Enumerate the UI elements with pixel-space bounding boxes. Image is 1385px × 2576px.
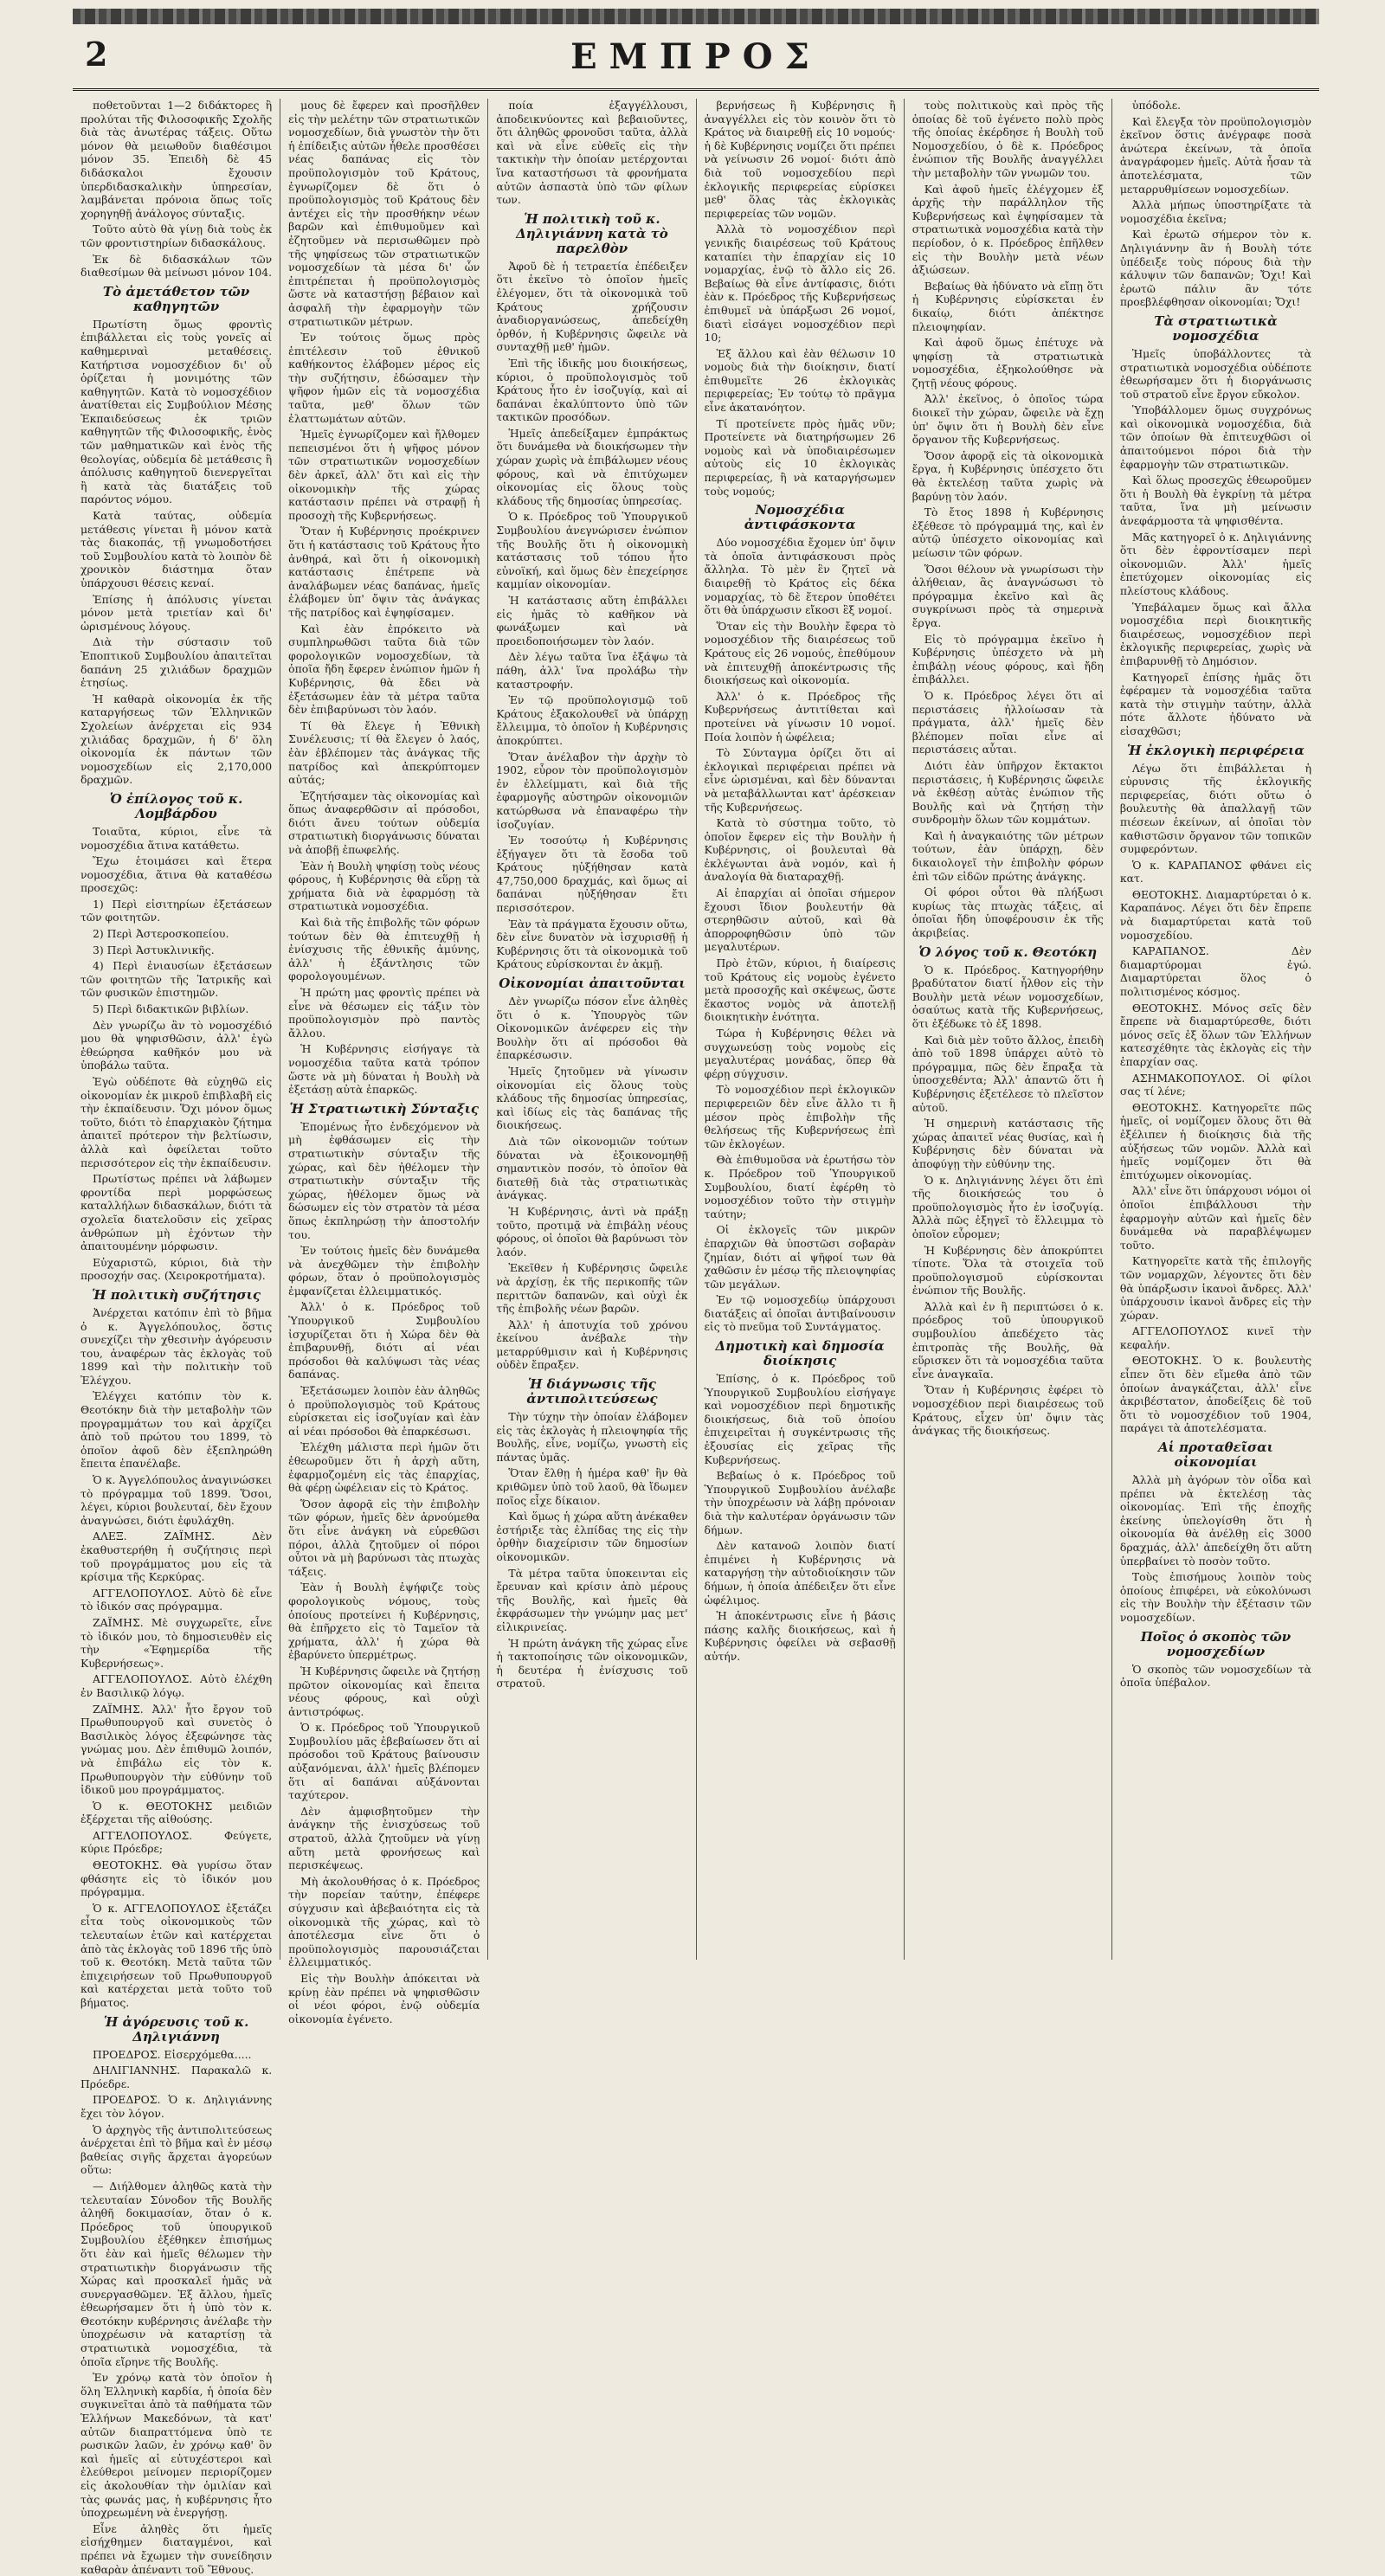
article-paragraph: Ἀλλὰ καὶ ἐν ἢ περιπτώσει ὁ κ. πρόεδρος τοῦ ὑπουργικοῦ συμβουλίου ἀπεδέχετο τὰς ἐπιτροπὰς τῆς Βουλῆς, θὰ εὕρισκεν ὅτι τὰ νομοσχέδια ταῦτα εἶνε ἀναγκαῖα. xyxy=(912,1299,1104,1381)
article-paragraph: Ὅταν ἀνέλαβον τὴν ἀρχὴν τὸ 1902, εὗρον τὸν προϋπολογισμὸν ἐν ἐλλείμματι, καὶ διὰ τῆς ἐφαρμογῆς αὐστηρῶν οἰκονομιῶν κατώρθωσα νὰ ἐπαναφέρω τὴν ἰσοζυγίαν. xyxy=(496,750,688,831)
article-paragraph: ΘΕΟΤΟΚΗΣ. Ὁ κ. βουλευτὴς εἶπεν ὅτι δὲν εἴμεθα ἀπὸ τῶν ὁποίων ἀναγκάζεται, ἀλλ' εἶνε ἀκριβέστατον, ἀποδείξεις δὲ τοῦ ὅτι τὸ νομοσχέδιον τοῦ 1904, παράγει τὰ ἀποτελέσματα. xyxy=(1119,1354,1312,1435)
article-paragraph: Ἡ καθαρὰ οἰκονομία ἐκ τῆς καταργήσεως τῶν Ἑλληνικῶν Σχολείων ἀνέρχεται εἰς 934 χιλιάδας δραχμῶν, ἡ δ' ὅλη οἰκονομία ἐκ πάντων τῶν νομοσχεδίων εἰς 2,170,000 δραχμῶν. xyxy=(81,692,273,787)
article-paragraph: ΖΑΪΜΗΣ. Μὲ συγχωρεῖτε, εἶνε τὸ ἰδικόν μου, τὸ δημοσιευθὲν εἰς τὴν «Ἐφημερίδα τῆς Κυβερνήσεως». xyxy=(81,1615,273,1670)
article-paragraph: ΖΑΪΜΗΣ. Ἀλλ' ἦτο ἔργον τοῦ Πρωθυπουργοῦ καὶ συνετὸς ὁ Βασιλικὸς λόγος ἐξεφώνησε τὰς γνώμας μου. Δὲν ἐπιθυμῶ λοιπόν, νὰ ἐπιβάλω εἰς τὸν κ. Πρωθυπουργὸν τὴν εὐθύνην τοῦ ἰδικοῦ μου προγράμματος. xyxy=(81,1702,273,1797)
article-paragraph: Ἐν χρόνῳ κατὰ τὸν ὁποῖον ἡ ὅλη Ἑλληνικὴ καρδία, ἡ ὁποία δὲν συγκινεῖται ἀπὸ τὰ παθήματα τῶν Ἑλλήνων Μακεδόνων, τὰ κατ' αὐτῶν διαπραττόμενα ὑπὸ τε ρωσικῶν λαῶν, ἐν χρόνῳ καθ' ὃν καὶ ἡμεῖς αἱ εὐτυχέστεροι καὶ ἐλεύθεροι μείνομεν περιορίζομεν εἰς ἀκολουθίαν τὴν ὁμιλίαν καὶ τὰς φωνάς μας, ἡ κυβέρνησις ἦτο ὑποχρεωμένη νὰ ἐνεργήσῃ. xyxy=(81,2371,273,2520)
article-paragraph: Ἐὰν ἡ Βουλὴ ἐψήφιζε τοὺς φορολογικοὺς νόμους, τοὺς ὁποίους προτείνει ἡ Κυβέρνησις, θὰ ἐπῆρχετο εἰς τὸ Ταμεῖον τὰ χρήματα, ἀλλ' ἡ χώρα θὰ ἐβαρύνετο ὑπερμέτρως. xyxy=(288,1581,480,1662)
article-paragraph: Ἐν τοσούτῳ ἡ Κυβέρνησις ἐξήγαγεν ὅτι τὰ ἔσοδα τοῦ Κράτους ηὐξήθησαν κατὰ 47,750,000 δραχμάς, καὶ ὅμως αἱ δαπάναι ηὐξήθησαν ἔτι περισσότερον. xyxy=(496,834,688,915)
column-5 xyxy=(905,99,1112,1960)
article-paragraph: Δὲν γνωρίζω ἂν τὸ νομοσχέδιό μου θὰ ψηφισθῶσιν, ἀλλ' ἐγὼ ἐθεώρησα καθῆκόν μου νὰ ὑποβάλω ταῦτα. xyxy=(81,1018,273,1072)
article-paragraph: Ἐπίσης, ὁ κ. Πρόεδρος τοῦ Ὑπουργικοῦ Συμβουλίου εἰσήγαγε καὶ νομοσχέδιον περὶ δημοτικῆς διοικήσεως, διὰ τοῦ ὁποίου ἐπιχειρεῖται ἡ συγκέντρωσις τῆς ἐξουσίας εἰς χεῖρας τῆς Κυβερνήσεως. xyxy=(704,1372,896,1466)
article-paragraph: Πρὸ ἐτῶν, κύριοι, ἡ διαίρεσις τοῦ Κράτους εἰς νομοὺς ἐγένετο μετὰ προσοχῆς καὶ σκέψεως, ὥστε ἕκαστος νομὸς νὰ ἀποτελῇ διοικητικὴν ἑνότητα. xyxy=(704,956,896,1024)
article-paragraph: Ἡ σημερινὴ κατάστασις τῆς χώρας ἀπαιτεῖ νέας θυσίας, καὶ ἡ Κυβέρνησις δὲν δύναται νὰ ἀποφύγῃ τὴν εὐθύνην της. xyxy=(912,1117,1104,1170)
article-paragraph: ΘΕΟΤΟΚΗΣ. Κατηγορεῖτε πῶς ἡμεῖς, οἱ νομίζομεν ὅλους ὅτι θὰ ἐξέλιπεν ἡ διοίκησις διὰ τῆς αὐξήσεως τῶν νομῶν. Ἀλλὰ καὶ ἡμεῖς νομίζομεν ὅτι θὰ ἐπιτύχωμεν οἰκονομίας. xyxy=(1119,1100,1312,1182)
article-paragraph: Ἀλλ' ἐκεῖνος, ὁ ὁποῖος τώρα διοικεῖ τὴν χώραν, ὤφειλε νὰ ἔχῃ ὑπ' ὄψιν ὅτι ἡ Βουλὴ δὲν εἶνε ὄργανον τῆς Κυβερνήσεως. xyxy=(912,392,1104,447)
article-paragraph: Ἀλλ' εἶνε ὅτι ὑπάρχουσι νόμοι οἱ ὁποῖοι ἐπιβάλλουσι τὴν ἐφαρμογὴν αὐτῶν καὶ ἡμεῖς δὲν δυνάμεθα νὰ παραβλέψωμεν τοῦτο. xyxy=(1119,1184,1312,1252)
section-heading: Ἡ πολιτικὴ τοῦ κ. Δηλιγιάννη κατὰ τὸ παρελθὸν xyxy=(516,210,668,256)
article-paragraph: Καὶ ἀφοῦ ὅμως ἐπέτυχε νὰ ψηφίσῃ τὰ στρατιωτικὰ νομοσχέδια, ἐξηκολούθησε νὰ ζητῇ νέους φόρους. xyxy=(912,336,1104,390)
section-heading: Ὁ ἐπίλογος τοῦ κ. Λομβάρδου xyxy=(109,790,243,821)
article-paragraph: 4) Περὶ ἐνιαυσίων ἐξετάσεων τῶν φοιτητῶν τῆς Ἰατρικῆς καὶ τῶν φυσικῶν ἐπιστημῶν. xyxy=(81,959,273,1000)
article-paragraph: Ὁ κ. Πρόεδρος τοῦ Ὑπουργικοῦ Συμβουλίου ἀνεγνώρισεν ἐνώπιον τῆς Βουλῆς ὅτι ἡ οἰκονομικὴ κατάστασις τοῦ τόπου ἦτο εὐνοϊκή, καὶ ὅμως δὲν ἐπεχείρησε καμμίαν οἰκονομίαν. xyxy=(496,510,688,591)
article-paragraph: τοὺς πολιτικοὺς καὶ πρὸς τῆς ὁποίας δὲ τοῦ ἐγένετο πολὺ πρὸς τῆς ὁποίας ἐκέρδησε ἡ Βουλὴ τοῦ Νομοσχεδίου, ὁ δὲ κ. Πρόεδρος ἐνώπιον τῆς Βουλῆς ἀναγγέλλει τὴν μεταβολὴν τῶν γνωμῶν του. xyxy=(912,99,1104,179)
article-paragraph: Καὶ ἡ ἀναγκαιότης τῶν μέτρων τούτων, ἐὰν ὑπάρχῃ, δὲν δικαιολογεῖ τὴν ἐπιβολὴν φόρων ἐπὶ τῶν εἰδῶν πρώτης ἀνάγκης. xyxy=(912,828,1104,883)
article-paragraph: Τοὺς ἐπισήμους λοιπὸν τοὺς ὁποίους ἐπιφέρει, νὰ εὐκολύνωσι εἰς τὴν Βουλὴν τὴν ἐξέτασιν τῶν νομοσχεδίων. xyxy=(1119,1570,1312,1624)
article-paragraph: ποθετοῦνται 1—2 διδάκτορες ἢ προλύται τῆς Φιλοσοφικῆς Σχολῆς διὰ τὰς ἀνωτέρας τάξεις. Οὕτω μόνον θὰ μειωθοῦν διαθέσιμοι μόνον 35. Ἐπειδὴ δὲ 45 διδάσκαλοι ἔχουσιν ὑπερδιδασκαλικὴν ὑπηρεσίαν, λαμβάνεται πρόνοια ὅπως τοῖς χορηγηθῇ ἀνάλογος σύνταξις. xyxy=(81,99,273,220)
article-paragraph: ΑΛΕΞ. ΖΑΪΜΗΣ. Δὲν ἐκαθυστερήθη ἡ συζήτησις περὶ τοῦ προγράμματος μου εἰς τὰ κρίσιμα τῆς Κερκύρας. xyxy=(81,1530,273,1584)
article-paragraph: Εἰς τὴν Βουλὴν ἀπόκειται νὰ κρίνῃ ἐὰν πρέπει νὰ ψηφισθῶσιν οἱ νέοι φόροι, ἐνῷ οὐδεμία οἰκονομία ἐγένετο. xyxy=(288,1971,480,2025)
article-paragraph: Ἀλλὰ μήπως ὑποστηρίξατε τὰ νομοσχέδια ἐκεῖνα; xyxy=(1119,198,1312,225)
article-paragraph: Δύο νομοσχέδια ἔχομεν ὑπ' ὄψιν τὰ ὁποῖα ἀντιφάσκουσι πρὸς ἄλληλα. Τὸ μὲν ἓν ζητεῖ νὰ διαιρεθῇ τὸ Κράτος εἰς δέκα νομαρχίας, τὸ δὲ ἕτερον ὑποθέτει ὅτι θὰ ὑπάρχωσιν εἴκοσι ἓξ νομοί. xyxy=(704,536,896,617)
article-paragraph: Δὲν κατανοῶ λοιπὸν διατί ἐπιμένει ἡ Κυβέρνησις νὰ καταργήσῃ τὴν αὐτοδιοίκησιν τῶν δήμων, ἡ ὁποία ἀπέδειξεν ὅτι εἶνε ὠφέλιμος. xyxy=(704,1539,896,1607)
article-paragraph: Ἡ Κυβέρνησις ὤφειλε νὰ ζητήσῃ πρῶτον οἰκονομίας καὶ ἔπειτα νέους φόρους, καὶ οὐχὶ ἀντιστρόφως. xyxy=(288,1664,480,1718)
article-paragraph: Ἡμεῖς ἀπεδείξαμεν ἐμπράκτως ὅτι δυνάμεθα νὰ διοικήσωμεν τὴν χώραν χωρὶς νὰ ἐπιβάλωμεν νέους φόρους, καὶ νὰ ἐπιτύχωμεν οἰκονομίας εἰς ὅλους τοὺς κλάδους τῆς δημοσίας ὑπηρεσίας. xyxy=(496,426,688,507)
article-paragraph: Ἐλέγχει κατόπιν τὸν κ. Θεοτόκην διὰ τὴν μεταβολὴν τῶν προγραμμάτων του καὶ ἀρχίζει ἀπὸ τοῦ πρώτου του 1899, τὸ ὁποῖον ἀφοῦ δὲν ἐξεπληρώθη ἔπειτα ἐπανέλαβε. xyxy=(81,1389,273,1471)
article-paragraph: ΑΓΓΕΛΟΠΟΥΛΟΣ κινεῖ τὴν κεφαλήν. xyxy=(1119,1324,1312,1351)
article-paragraph: Ἐκεῖθεν ἡ Κυβέρνησις ὤφειλε νὰ ἀρχίσῃ, ἐκ τῆς περικοπῆς τῶν περιττῶν δαπανῶν, καὶ οὐχὶ ἐκ τῆς ἐπιβολῆς νέων βαρῶν. xyxy=(496,1261,688,1316)
article-paragraph: Ἡμεῖς ὑποβάλλοντες τὰ στρατιωτικὰ νομοσχέδια οὐδέποτε ἐθεωρήσαμεν ὅτι ἡ διοργάνωσις τοῦ στρατοῦ εἶνε ἔργον εὔκολον. xyxy=(1119,346,1312,401)
article-paragraph: Ἐζητήσαμεν τὰς οἰκονομίας καὶ ὅπως ἀναφερθῶσιν αἱ πρόσοδοι, διότι ἄνευ τούτων οὐδεμία στρατιωτικὴ διοργάνωσις δύναται νὰ ἀποβῇ ἐπωφελής. xyxy=(288,789,480,857)
article-paragraph: Ὁ κ. Δηλιγιάννης λέγει ὅτι ἐπὶ τῆς διοικήσεώς του ὁ προϋπολογισμὸς ἦτο ἐν ἰσοζυγίᾳ. Ἀλλὰ πῶς ἐξηγεῖ τὸ ἔλλειμμα τὸ ὁποῖον εὗρομεν; xyxy=(912,1173,1104,1240)
article-paragraph: ΠΡΟΕΔΡΟΣ. Εἰσερχόμεθα..... xyxy=(93,2047,252,2061)
article-paragraph: Εἶνε ἀληθὲς ὅτι ἡμεῖς εἰσήχθημεν διαταγμένοι, καὶ πρέπει νὰ ἔχωμεν τὴν συνείδησιν καθαρὰν ἀπέναντι τοῦ Ἔθνους. xyxy=(81,2521,273,2576)
article-paragraph: ΔΗΛΙΓΙΑΝΝΗΣ. Παρακαλῶ κ. Πρόεδρε. xyxy=(81,2064,273,2090)
newspaper-title: ΕΜΠΡΟΣ xyxy=(570,36,821,77)
article-paragraph: Λέγω ὅτι ἐπιβάλλεται ἡ εὐρυνσις τῆς ἐκλογικῆς περιφερείας, διότι οὕτω ὁ βουλευτὴς θὰ ἀπαλλαγῇ τῶν πιέσεων ἐκείνων, αἱ ὁποῖαι τὸν καθιστῶσιν ὄργανον τῶν τοπικῶν συμφερόντων. xyxy=(1119,761,1312,856)
article-paragraph: Εὐχαριστῶ, κύριοι, διὰ τὴν προσοχήν σας. (Χειροκροτήματα). xyxy=(81,1255,273,1283)
article-paragraph: Ἐὰν τὰ πράγματα ἔχουσιν οὕτω, δὲν εἶνε δυνατὸν νὰ ἰσχυρισθῇ ἡ Κυβέρνησις ὅτι τὰ οἰκονομικὰ τοῦ Κράτους εὑρίσκονται ἐν ἀκμῇ. xyxy=(496,917,688,971)
article-paragraph: ΑΣΗΜΑΚΟΠΟΥΛΟΣ. Οἱ φίλοι σας τί λένε; xyxy=(1119,1071,1312,1098)
article-paragraph: Ἀνέρχεται κατόπιν ἐπὶ τὸ βῆμα ὁ κ. Ἀγγελόπουλος, ὅστις συνεχίζει τὴν χθεσινὴν ἀγόρευσιν του, ἀναφέρων τὰς ἐκλογὰς τοῦ 1899 καὶ τὴν πολιτικὴν τοῦ Ἐλέγχου. xyxy=(81,1305,273,1387)
article-paragraph: 3) Περὶ Ἀστυκλινικῆς. xyxy=(93,943,215,956)
article-paragraph: Δὲν γνωρίζω πόσον εἶνε ἀληθὲς ὅτι ὁ κ. Ὑπουργὸς τῶν Οἰκονομικῶν ἀνέφερεν εἰς τὴν Βουλὴν ὅτι αἱ πρόσοδοι θὰ ἐπαρκέσωσιν. xyxy=(496,995,688,1062)
article-paragraph: Ἐπίσης ἡ ἀπόλυσις γίνεται μόνον μετὰ τριετίαν καὶ δι' ὡρισμένους λόγους. xyxy=(81,592,273,633)
section-heading: Νομοσχέδια ἀντιφάσκοντα xyxy=(744,502,856,533)
article-paragraph: Καὶ διὰ μὲν τοῦτο ἄλλος, ἐπειδὴ ἀπὸ τοῦ 1898 ὑπάρχει αὐτὸ τὸ πρόγραμμα, πῶς δὲν ἔπραξα τὰ ὑποσχεθέντα; Ἀλλ' ἀπαντῶ ὅτι ἡ Κυβέρνησις ἐξετέλεσε τὸ πλεῖστον αὐτοῦ. xyxy=(912,1033,1104,1114)
section-heading: Τὸ ἀμετάθετον τῶν καθηγητῶν xyxy=(102,283,250,314)
article-paragraph: Ἀλλὰ τὸ νομοσχέδιον περὶ γενικῆς διαιρέσεως τοῦ Κράτους καταπίει τὴν ἐπαρχίαν εἰς 10 νομαρχίας, ἐνῷ τὸ ἄλλο εἰς 26. Βεβαίως θὰ εἶνε ἀντίφασις, διότι ἐὰν κ. Πρόεδρος τῆς Κυβερνήσεως ἐπιθυμεῖ νὰ ὑπάρξωσι 26 νομοί, διατὶ εἰσάγει νομοσχέδιον περὶ 10; xyxy=(704,222,896,345)
article-paragraph: Εἰς τὸ πρόγραμμα ἐκεῖνο ἡ Κυβέρνησις ὑπέσχετο νὰ μὴ ἐπιβάλῃ νέους φόρους, καὶ ἤδη ἐπιβάλλει. xyxy=(912,632,1104,686)
article-paragraph: Διὰ τὴν σύστασιν τοῦ Ἐποπτικοῦ Συμβουλίου ἀπαιτεῖται δαπάνη 25 χιλιάδων δραχμῶν ἐτησίως. xyxy=(81,635,273,690)
article-paragraph: Καὶ ὅμως ἡ χώρα αὕτη ἀνέκαθεν ἐστήριξε τὰς ἐλπίδας της εἰς τὴν ὀρθὴν διαχείρισιν τῶν δημοσίων οἰκονομικῶν. xyxy=(496,1510,688,1563)
section-heading: Ποῖος ὁ σκοπὸς τῶν νομοσχεδίων xyxy=(1140,1628,1292,1659)
article-paragraph: Καὶ ἐρωτῶ σήμερον τὸν κ. Δηλιγιάννην ἂν ἡ Βουλὴ τότε ὑπέδειξε τοὺς πόρους διὰ τὴν κάλυψιν τῶν δαπανῶν; Ὄχι! Καὶ ἐρωτῶ πάλιν ἂν τότε προεβλέφθησαν οἰκονομίαι; Ὄχι! xyxy=(1119,228,1312,309)
column-1 xyxy=(73,99,280,2576)
article-paragraph: Ὁ κ. Πρόεδρος. Κατηγορήθην βραδύτατον διατί ἦλθον εἰς τὴν Βουλὴν μετὰ νέων νομοσχεδίων, ὁσαύτως κατὰ τῆς Κυβερνήσεως, ὅτι ἐξέδωκε τὸ ἐξ 1898. xyxy=(912,963,1104,1030)
article-paragraph: Ὅταν ἔλθῃ ἡ ἡμέρα καθ' ἣν θὰ κριθῶμεν ὑπὸ τοῦ λαοῦ, θὰ ἴδωμεν ποῖος εἶχε δίκαιον. xyxy=(496,1466,688,1507)
article-paragraph: Ἐπὶ τῆς ἰδικῆς μου διοικήσεως, κύριοι, ὁ προϋπολογισμὸς τοῦ Κράτους ἦτο ἐν ἰσοζυγίᾳ, καὶ αἱ δαπάναι ἐκαλύπτοντο ὑπὸ τῶν τακτικῶν προσόδων. xyxy=(496,356,688,424)
article-paragraph: Δὲν λέγω ταῦτα ἵνα ἐξάψω τὰ πάθη, ἀλλ' ἵνα προλάβω τὴν καταστροφήν. xyxy=(496,650,688,691)
article-paragraph: Ἐξ ἄλλου καὶ ἐὰν θέλωσιν 10 νομοὺς διὰ τὴν διοίκησιν, διατί ἐπιθυμεῖτε 26 ἐκλογικὰς περιφερείας; Ἐν τούτῳ τὸ πρᾶγμα εἶνε ἀκατανόητον. xyxy=(704,346,896,415)
article-paragraph: Κατηγορεῖ ἐπίσης ἡμᾶς ὅτι ἐφέραμεν τὰ νομοσχέδια ταῦτα κατὰ τὴν στιγμὴν ταύτην, ἀλλὰ πότε ἄλλοτε ἠδύνατο νὰ εἰσαχθῶσι; xyxy=(1119,670,1312,737)
article-paragraph: Τοῦτο αὐτὸ θὰ γίνῃ διὰ τοὺς ἐκ τῶν φροντιστηρίων διδασκάλους. xyxy=(81,222,273,249)
article-paragraph: Ὁ κ. Πρόεδρος τοῦ Ὑπουργικοῦ Συμβουλίου μᾶς ἐβεβαίωσεν ὅτι αἱ πρόσοδοι τοῦ Κράτους βαίνουσιν αὐξανόμεναι, ἀλλ' ἡμεῖς βλέπομεν ὅτι αἱ δαπάναι αὐξάνονται ταχύτερον. xyxy=(288,1721,480,1802)
newspaper-page xyxy=(73,9,1319,2576)
article-paragraph: Τοιαῦτα, κύριοι, εἶνε τὰ νομοσχέδια ἅτινα κατάθετω. xyxy=(81,824,273,852)
page-number: 2 xyxy=(85,35,108,74)
article-paragraph: Ὁ σκοπὸς τῶν νομοσχεδίων τὰ ὁποῖα ὑπέβαλον. xyxy=(1119,1662,1312,1690)
column-3 xyxy=(488,99,696,1960)
article-paragraph: ΚΑΡΑΠΑΝΟΣ. Δὲν διαμαρτύρομαι ἐγώ. Διαμαρτύρεται ὅλος ὁ πολιτισμένος κόσμος. xyxy=(1119,944,1312,999)
article-paragraph: Ὅσον ἀφορᾷ εἰς τὰ οἰκονομικὰ ἔργα, ἡ Κυβέρνησις ὑπέσχετο ὅτι θὰ ἐκτελέσῃ ταῦτα χωρὶς νὰ βαρύνῃ τὸν λαόν. xyxy=(912,448,1104,503)
article-paragraph: Ἡ Κυβέρνησις δὲν ἀποκρύπτει τίποτε. Ὅλα τὰ στοιχεῖα τοῦ προϋπολογισμοῦ εὑρίσκονται ἐνώπιον τῆς Βουλῆς. xyxy=(912,1243,1104,1298)
article-paragraph: Ἐλέχθη μάλιστα περὶ ἡμῶν ὅτι ἐθεωροῦμεν ὅτι ἡ ἀρχὴ αὕτη, ἐφαρμοζομένη εἰς τὰς ἐπαρχίας, θὰ φέρῃ ὠφέλειαν εἰς τὸ Κράτος. xyxy=(288,1440,480,1495)
article-paragraph: ΘΕΟΤΟΚΗΣ. Διαμαρτύρεται ὁ κ. Καραπάνος. Λέγει ὅτι δὲν ἔπρεπε νὰ διαμαρτύρεται κατὰ τοῦ νομοσχεδίου. xyxy=(1119,887,1312,942)
article-paragraph: Ὁ ἀρχηγὸς τῆς ἀντιπολιτεύσεως ἀνέρχεται ἐπὶ τὸ βῆμα καὶ ἐν μέσῳ βαθείας σιγῆς ἄρχεται ἀγορεύων οὕτω: xyxy=(81,2122,273,2177)
section-heading: Ἡ πολιτικὴ συζήτησις xyxy=(92,1286,261,1303)
article-paragraph: Ἐξετάσωμεν λοιπὸν ἐὰν ἀληθῶς ὁ προϋπολογισμὸς τοῦ Κράτους εὑρίσκεται εἰς ἰσοζυγίαν καὶ ἐὰν αἱ νέαι πρόσοδοι θὰ ἐπαρκέσωσι. xyxy=(288,1384,480,1438)
column-6 xyxy=(1112,99,1319,1960)
article-paragraph: Ὅταν ἡ Κυβέρνησις ἐφέρει τὸ νομοσχέδιον περὶ διαιρέσεως τοῦ Κράτους, εἶχεν ὑπ' ὄψιν τὰς ἀνάγκας τῆς διοικήσεως. xyxy=(912,1383,1104,1438)
article-paragraph: Τὰ μέτρα ταῦτα ὑποκεινται εἰς ἔρευναν καὶ κρίσιν ἀπὸ μέρους τῆς Βουλῆς, καὶ ἡμεῖς θὰ ἐκφράσωμεν τὴν γνώμην μας μετ' εἰλικρινείας. xyxy=(496,1566,688,1633)
article-paragraph: Αἱ ἐπαρχίαι αἱ ὁποῖαι σήμερον ἔχουσι ἴδιον βουλευτήν θὰ στερηθῶσιν αὐτοῦ, καὶ θὰ ἀπορροφηθῶσιν ὑπὸ τῶν μεγαλυτέρων. xyxy=(704,886,896,954)
article-paragraph: Ἡμεῖς ζητοῦμεν νὰ γίνωσιν οἰκονομίαι εἰς ὅλους τοὺς κλάδους τῆς δημοσίας ὑπηρεσίας, καὶ ἰδίως εἰς τὰς δαπάνας τῆς διοικήσεως. xyxy=(496,1065,688,1132)
article-paragraph: ΘΕΟΤΟΚΗΣ. Θὰ γυρίσω ὅταν φθάσητε εἰς τὸ ἰδικόν μου πρόγραμμα. xyxy=(81,1858,273,1899)
article-paragraph: Ἡ πρώτη ἀνάγκη τῆς χώρας εἶνε ἡ τακτοποίησις τῶν οἰκονομικῶν, ἡ δευτέρα ἡ ἐνίσχυσις τοῦ στρατοῦ. xyxy=(496,1636,688,1690)
article-paragraph: Τί προτείνετε πρὸς ἡμᾶς νῦν; Προτείνετε νὰ διατηρήσωμεν 26 νομοὺς καὶ νὰ ὑποδιαιρέσωμεν αὐτοὺς εἰς 10 ἐκλογικὰς περιφερείας, ἢ νὰ καταργήσωμεν τοὺς νομούς; xyxy=(704,416,896,498)
article-paragraph: Διότι ἐὰν ὑπῆρχον ἔκτακτοι περιστάσεις, ἡ Κυβέρνησις ὤφειλε νὰ ἐκθέσῃ αὐτὰς ἐνώπιον τῆς Βουλῆς καὶ νὰ ζητήσῃ τὴν συνδρομὴν ὅλων τῶν κομμάτων. xyxy=(912,758,1104,827)
article-paragraph: 5) Περὶ διδακτικῶν βιβλίων. xyxy=(93,1002,249,1016)
article-paragraph: Κατὰ ταύτας, οὐδεμία μετάθεσις γίνεται ἢ μόνον κατὰ τὰς διακοπάς, τῇ γνωμοδοτήσει τοῦ Συμβουλίου κατὰ τὸ λοιπὸν δὲ χρονικὸν διάστημα ὅταν ὑπάρχουσι θέσεις κεναί. xyxy=(81,509,273,589)
article-paragraph: Ἐν τῷ νομοσχεδίῳ ὑπάρχουσι διατάξεις αἱ ὁποῖαι ἀντιβαίνουσιν εἰς τὸ πνεῦμα τοῦ Συντάγματος. xyxy=(704,1293,896,1334)
article-paragraph: ποία ἐξαγγέλλουσι, ἀποδεικνύοντες καὶ βεβαιοῦντες, ὅτι ἀληθῶς φρονοῦσι ταῦτα, ἀλλὰ καὶ νὰ εἶνε εὐθεῖς εἰς τὴν τακτικὴν τὴν ὁποίαν μετέρχονται ἵνα καταστήσωσι τὰ φρονήματα αὐτῶν ἀσπαστὰ ὑπὸ τῶν φίλων των. xyxy=(496,99,688,207)
article-paragraph: Ὅταν ἡ Κυβέρνησις προέκρινεν ὅτι ἡ κατάστασις τοῦ Κράτους ἦτο ἀνθηρά, καὶ ὅτι ἡ οἰκονομικὴ κατάστασις ἐπέτρεπε νὰ ἀναλάβωμεν νέας δαπάνας, ἡμεῖς ἐλάβομεν ὑπ' ὄψιν τὰς ἀνάγκας τῆς πατρίδος καὶ ἐψηφίσαμεν. xyxy=(288,525,480,619)
article-paragraph: ΑΓΓΕΛΟΠΟΥΛΟΣ. Αὐτὸ ἐλέχθη ἐν Βασιλικῷ λόγῳ. xyxy=(81,1672,273,1699)
article-paragraph: Ἐπομένως ἦτο ἐνδεχόμενον νὰ μὴ ἐφθάσωμεν εἰς τὴν στρατιωτικὴν σύνταξιν τῆς χώρας, καὶ δὲν ἠθέλομεν τὴν στρατιωτικὴν σύνταξιν τῆς χώρας, ἠθέλομεν ὅμως νὰ δώσωμεν εἰς τὸν στρατὸν τὰ μέσα ὅπως ἐκπληρώσῃ τὴν ἀποστολήν του. xyxy=(288,1119,480,1241)
section-heading: Ἡ ἐκλογικὴ περιφέρεια xyxy=(1126,742,1304,758)
article-paragraph: Τὸ Σύνταγμα ὁρίζει ὅτι αἱ ἐκλογικαὶ περιφέρειαι πρέπει νὰ εἶνε ὡρισμέναι, καὶ δὲν δύνανται νὰ μεταβάλλωνται κατ' ἀρέσκειαν τῆς Κυβερνήσεως. xyxy=(704,746,896,814)
article-paragraph: Οἱ ἐκλογεῖς τῶν μικρῶν ἐπαρχιῶν θὰ ὑποστῶσι σοβαρὰν ζημίαν, διότι αἱ ψῆφοί των θὰ χαθῶσιν ἐν μέσῳ τῆς πλειοψηφίας τῶν μεγάλων. xyxy=(704,1223,896,1291)
article-paragraph: Ὁ κ. Ἀγγελόπουλος ἀναγινώσκει τὸ πρόγραμμα τοῦ 1899. Ὅσοι, λέγει, κύριοι βουλευταί, δὲν ἔχουν ἀναγνώσει, διότι ἐφυλάχθη. xyxy=(81,1473,273,1527)
article-paragraph: Βεβαίως ὁ κ. Πρόεδρος τοῦ Ὑπουργικοῦ Συμβουλίου ἀνέλαβε τὴν ὑποχρέωσιν νὰ λάβῃ πρόνοιαν διὰ τὴν καλυτέραν ὀργάνωσιν τῶν δήμων. xyxy=(704,1469,896,1536)
article-paragraph: Τί θὰ ἔλεγε ἡ Ἐθνικὴ Συνέλευσις; τί θὰ ἔλεγεν ὁ λαός, ἐὰν ἐβλέπομεν τὰς ἀνάγκας τῆς πατρίδος καὶ ἀπεκρύπτομεν αὐτάς; xyxy=(288,718,480,787)
article-paragraph: Πρωτίστως πρέπει νὰ λάβωμεν φροντίδα περὶ μορφώσεως καταλλήλων διδασκάλων, διότι τὰ σχολεῖα διατελοῦσιν εἰς χεῖρας ἀνθρώπων μὴ ἐχόντων τὴν ἀπαιτουμένην μόρφωσιν. xyxy=(81,1172,273,1253)
article-paragraph: Καὶ ἐὰν ἐπρόκειτο νὰ συμπληρωθῶσι ταῦτα διὰ τῶν φορολογικῶν νομοσχεδίων, τὰ ὁποῖα ἤδη ἔφερεν ἐνώπιον ἡμῶν ἡ Κυβέρνησις, θὰ ἔδει νὰ ἐξετάσωμεν ἐὰν τὰ μέτρα ταῦτα δὲν ἐπιβαρύνωσι τὸν λαόν. xyxy=(288,621,480,717)
article-paragraph: Ὑποβάλλομεν ὅμως συγχρόνως καὶ οἰκονομικὰ νομοσχέδια, διὰ τῶν ὁποίων θὰ ἐπιτευχθῶσι οἱ ἀπαιτούμενοι πόροι διὰ τὴν ἐφαρμογὴν τῶν στρατιωτικῶν. xyxy=(1119,403,1312,471)
article-paragraph: Ὁ κ. ΘΕΟΤΟΚΗΣ μειδιῶν ἐξέρχεται τῆς αἰθούσης. xyxy=(81,1799,273,1826)
column-4 xyxy=(697,99,905,1960)
article-paragraph: Ἐκ δὲ διδασκάλων τῶν διαθεσίμων θὰ μείνωσι μόνον 104. xyxy=(81,252,273,280)
article-paragraph: Ὁ κ. Πρόεδρος λέγει ὅτι αἱ περιστάσεις ἠλλοίωσαν τὰ πράγματα, ἀλλ' ἡμεῖς δὲν βλέπομεν ποῖαι εἶνε αἱ περιστάσεις αὗται. xyxy=(912,688,1104,757)
article-paragraph: ὑπόδολε. xyxy=(1131,99,1182,112)
article-paragraph: Ἡ ἀποκέντρωσις εἶνε ἡ βάσις πάσης καλῆς διοικήσεως, καὶ ἡ Κυβέρνησις ὀφείλει νὰ σεβασθῇ αὐτήν. xyxy=(704,1609,896,1663)
article-paragraph: Ἀφοῦ δὲ ἡ τετραετία ἐπέδειξεν ὅτι ἐκεῖνο τὸ ὁποῖον ἡμεῖς ἐλέγομεν, ὅτι τὰ οἰκονομικὰ τοῦ Κράτους χρήζουσιν ἀναδιοργανώσεως, ἀπεδείχθη ὀρθόν, ἡ Κυβέρνησις ὤφειλε νὰ συνταχθῇ μεθ' ἡμῶν. xyxy=(496,259,688,354)
article-paragraph: Ἡ Κυβέρνησις εἰσήγαγε τὰ νομοσχέδια ταῦτα κατὰ τρόπον ὥστε νὰ μὴ δύναται ἡ Βουλὴ νὰ ἐξετάσῃ αὐτὰ ἐπαρκῶς. xyxy=(288,1042,480,1097)
article-paragraph: Καὶ ἀφοῦ ἡμεῖς ἐλέγχομεν ἐξ ἀρχῆς τὴν παράλληλον τῆς Κυβερνήσεως καὶ ἐψηφίσαμεν τὰ στρατιωτικὰ νομοσχέδια κατὰ τὴν περίοδον, ὁ κ. Πρόεδρος ἐπῆλθεν εἰς τὴν Βουλὴν μετὰ νέων ἀξιώσεων. xyxy=(912,182,1104,277)
article-paragraph: Καὶ διὰ τῆς ἐπιβολῆς τῶν φόρων τούτων δὲν θὰ ἐπιτευχθῇ ἡ ἐνίσχυσις τῆς ἐθνικῆς ἀμύνης, ἀλλ' ἡ ἐξάντλησις τῶν φορολογουμένων. xyxy=(288,916,480,983)
article-paragraph: ΑΓΓΕΛΟΠΟΥΛΟΣ. Αὐτὸ δὲ εἶνε τὸ ἰδικόν σας πρόγραμμα. xyxy=(81,1586,273,1613)
section-heading: Τὰ στρατιωτικὰ νομοσχέδια xyxy=(1154,312,1278,344)
article-paragraph: Ἐν τῷ προϋπολογισμῷ τοῦ Κράτους ἐξακολουθεῖ νὰ ὑπάρχῃ ἔλλειμμα, τὸ ὁποῖον ἡ Κυβέρνησις ἀποκρύπτει. xyxy=(496,693,688,747)
article-paragraph: Ἐν τούτοις ἡμεῖς δὲν δυνάμεθα νὰ ἀνεχθῶμεν τὴν ἐπιβολὴν φόρων, ὅταν ὁ προϋπολογισμὸς ἐμφανίζεται ἐλλειμματικός. xyxy=(288,1244,480,1298)
article-paragraph: μους δὲ ἔφερεν καὶ προσῆλθεν εἰς τὴν μελέτην τῶν στρατιωτικῶν νομοσχεδίων, διὰ γνωστὸν τὴν ὅτι ἡ ἐπίδειξις αὐτῶν ἦθελε προσθέσει νέας δαπάνας εἰς τὸν προϋπολογισμὸν τοῦ Κράτους, ἐγνωρίζομεν δὲ ὅτι ὁ προϋπολογισμὸς τοῦ Κράτους δὲν ἀντέχει εἰς τὴν προσθήκην νέων βαρῶν καὶ ἐπιθυμοῦμεν καὶ ἐζητοῦμεν νὰ περισωθῶμεν πρὸ τῆς ψηφίσεως τῶν στρατιωτικῶν νομοσχεδίων τὰ μέσα δι' ὧν ἐπιτρέπεται ἡ προϋπολογισμὸς ὥστε νὰ καταστήσῃ βέβαιον καὶ ἀσφαλῆ τὴν ἐφαρμογὴν τῶν στρατιωτικῶν μέτρων. xyxy=(288,99,480,328)
article-paragraph: Ὅταν εἰς τὴν Βουλὴν ἔφερα τὸ νομοσχέδιον τῆς διαιρέσεως τοῦ Κράτους εἰς 26 νομούς, ἐπεθύμουν νὰ ἐπιτευχθῇ ἀποκέντρωσις τῆς διοικήσεως καὶ οἰκονομία. xyxy=(704,619,896,687)
article-columns xyxy=(73,99,1319,2576)
article-paragraph: Τώρα ἡ Κυβέρνησις θέλει νὰ συγχωνεύσῃ τοὺς νομοὺς εἰς μεγαλυτέρας μονάδας, ὅπερ θὰ φέρῃ σύγχυσιν. xyxy=(704,1027,896,1080)
article-paragraph: Μὴ ἀκολουθήσας ὁ κ. Πρόεδρος τὴν πορείαν ταύτην, ἐπέφερε σύγχυσιν καὶ ἀβεβαιότητα εἰς τὰ οἰκονομικὰ τῆς χώρας, καὶ τὸ ἀποτέλεσμα εἶνε ὅτι ὁ προϋπολογισμὸς παρουσιάζεται ἐλλειμματικός. xyxy=(288,1874,480,1969)
article-paragraph: Ἐὰν ἡ Βουλὴ ψηφίσῃ τοὺς νέους φόρους, ἡ Κυβέρνησις θὰ εὕρῃ τὰ χρήματα διὰ νὰ ἐφαρμόσῃ τὰ στρατιωτικὰ νομοσχέδια. xyxy=(288,859,480,913)
article-paragraph: Ἡ πρώτη μας φροντὶς πρέπει νὰ εἶνε νὰ θέσωμεν εἰς τάξιν τὸν προϋπολογισμὸν πρὸ παντὸς ἄλλου. xyxy=(288,986,480,1040)
article-paragraph: ΑΓΓΕΛΟΠΟΥΛΟΣ. Φεύγετε, κύριε Πρόεδρε; xyxy=(81,1828,273,1856)
article-paragraph: Θὰ ἐπιθυμοῦσα νὰ ἐρωτήσω τὸν κ. Πρόεδρον τοῦ Ὑπουργικοῦ Συμβουλίου, διατί ἐφέρθη τὸ νομοσχέδιον τοῦτο τὴν στιγμὴν ταύτην; xyxy=(704,1153,896,1220)
article-paragraph: Ἀλλὰ μὴ ἀγόρων τὸν οἶδα καὶ πρέπει νὰ ἐκτελέσῃ τὰς οἰκονομίας. Ἐπὶ τῆς ἐποχῆς ἐκείνης ὑπελογίσθη ὅτι ἡ οἰκονομία θὰ ἀνέλθῃ εἰς 3000 δραχμάς, ἀλλ' ἀπεδείχθη ὅτι αὕτη ὑπερβαίνει τὸ ποσὸν τοῦτο. xyxy=(1119,1473,1312,1568)
article-paragraph: Διὰ τῶν οἰκονομιῶν τούτων δύναται νὰ ἐξοικονομηθῇ σημαντικὸν ποσόν, τὸ ὁποῖον θὰ διατεθῇ διὰ τὰς στρατιωτικὰς ἀνάγκας. xyxy=(496,1134,688,1202)
article-paragraph: Ἔχω ἑτοιμάσει καὶ ἕτερα νομοσχέδια, ἅτινα θὰ καταθέσω προσεχῶς: xyxy=(81,854,273,895)
article-paragraph: Ὅσοι θέλουν νὰ γνωρίσωσι τὴν ἀλήθειαν, ἂς ἀναγνώσωσι τὸ πρόγραμμα ἐκεῖνο καὶ ἂς συγκρίνωσι πρὸς τὰ σημερινὰ ἔργα. xyxy=(912,562,1104,629)
article-paragraph: Ἀλλ' ὁ κ. Πρόεδρος τῆς Κυβερνήσεως ἀντιτίθεται καὶ προτείνει νὰ γίνωσιν 10 νομοί. Ποία λοιπὸν ἡ ὠφέλεια; xyxy=(704,689,896,744)
article-paragraph: Πρωτίστη ὅμως φροντὶς ἐπιβάλλεται εἰς τοὺς γονεῖς αἱ καθημεριναὶ μεταθέσεις. Κατήρτισα νομοσχέδιον δι' οὗ ὁρίζεται ἡ μονιμότης τῶν καθηγητῶν. Κατὰ τὸ νομοσχέδιον ἀνατίθεται εἰς Συμβούλιον Μέσης Ἐκπαιδεύσεως ἐκ τριῶν καθηγητῶν τῆς Φιλοσοφικῆς, ἑνὸς τῶν μαθηματικῶν καὶ ἑνὸς τῆς θεολογίας, οὐδεμία δὲ μετάθεσις ἢ ἀπόλυσις καθηγητοῦ διενεργεῖται ἢ κατὰ τὰς διατάξεις τοῦ παρόντος νόμου. xyxy=(81,317,273,506)
article-paragraph: Κατὰ τὸ σύστημα τοῦτο, τὸ ὁποῖον ἔφερεν εἰς τὴν Βουλὴν ἡ Κυβέρνησις, οἱ βουλευταὶ θὰ ἐκλέγωνται ἀνὰ νομόν, καὶ ἡ ἀναλογία θὰ διαταραχθῇ. xyxy=(704,816,896,884)
article-paragraph: Ὅσον ἀφορᾷ εἰς τὴν ἐπιβολὴν τῶν φόρων, ἡμεῖς δὲν ἀρνούμεθα ὅτι εἶνε ἀνάγκη νὰ εὑρεθῶσι πόροι, ἀλλὰ ζητοῦμεν οἱ πόροι οὗτοι νὰ μὴ βαρύνωσι τὰς πτωχὰς τάξεις. xyxy=(288,1497,480,1578)
article-paragraph: Ἡ Κυβέρνησις, ἀντὶ νὰ πράξῃ τοῦτο, προτιμᾷ νὰ ἐπιβάλῃ νέους φόρους, οἱ ὁποῖοι θὰ βαρύνωσι τὸν λαόν. xyxy=(496,1204,688,1259)
article-paragraph: — Διήλθομεν ἀληθῶς κατὰ τὴν τελευταίαν Σύνοδον τῆς Βουλῆς ἀληθῆ δοκιμασίαν, ὅταν ὁ κ. Πρόεδρος τοῦ ὑπουργικοῦ Συμβουλίου ἐξέθηκεν ἐπισήμως ὅτι ἐὰν καὶ ἡμεῖς θέλωμεν τὴν στρατιωτικὴν διοργάνωσιν τῆς Χώρας καὶ προσκαλεῖ ἡμᾶς νὰ συνεργασθῶμεν. Ἐξ ἄλλου, ἡμεῖς ἐθεωρήσαμεν ὅτι ἡ ὑπὸ τὸν κ. Θεοτόκην κυβέρνησις ἀνέλαβε τὴν ὑποχρέωσιν νὰ καταρτίσῃ τὰ στρατιωτικὰ νομοσχέδια, τὰ ὁποῖα εἴρηνε τῆς Βουλῆς. xyxy=(81,2179,273,2368)
section-heading: Δημοτικὴ καὶ δημοσία διοίκησις xyxy=(715,1338,885,1369)
article-paragraph: βερνήσεως ἢ Κυβέρνησις ἢ ἀναγγέλλει εἰς τὸν κοινὸν ὅτι τὸ Κράτος νὰ διαιρεθῇ εἰς 10 νομούς· ἡ δὲ Κυβέρνησις νομίζει ὅτι πρέπει νὰ γείνωσιν 26 νομοί· διότι ἀπὸ διὰ τοῦ νομοσχεδίου περὶ ἐκλογικῆς περιφερείας εὑρίσκει μεθ' ὅλας τὰς ἐκλογικὰς περιφερείας τῶν νομῶν. xyxy=(704,99,896,220)
article-paragraph: Τὸ νομοσχέδιον περὶ ἐκλογικῶν περιφερειῶν δὲν εἶνε ἄλλο τι ἢ μέσον πρὸς ἐπιβολὴν τῆς θελήσεως τῆς Κυβερνήσεως ἐπὶ τῶν ἐκλογέων. xyxy=(704,1083,896,1150)
article-paragraph: Ἐγὼ οὐδέποτε θὰ εὐχηθῶ εἰς οἰκονομίαν ἐκ μικροῦ ἐπιβλαβῆ εἰς τὴν ἐκπαίδευσιν. Ὅχι μόνον ὅμως τοῦτο, διότι τὸ ἐπαρχιακὸν ζήτημα ἀπαιτεῖ πρότερον τὴν βελτίωσιν, ἀλλὰ καὶ ὀφείλεται τοῦτο περισσότερον εἰς τὴν ἐκπαίδευσιν. xyxy=(81,1075,273,1169)
section-heading: Ὁ λόγος τοῦ κ. Θεοτόκη xyxy=(918,943,1098,960)
section-heading: Αἱ προταθεῖσαι οἰκονομίαι xyxy=(1157,1439,1273,1471)
section-heading: Οἰκονομίαι ἀπαιτοῦνται xyxy=(499,976,686,992)
column-2 xyxy=(280,99,488,2025)
article-paragraph: 2) Περὶ Ἀστεροσκοπείου. xyxy=(93,927,229,941)
article-paragraph: Τὸ ἔτος 1898 ἡ Κυβέρνησις ἐξέθεσε τὸ πρόγραμμά της, καὶ ἐν αὐτῷ ὑπέσχετο οἰκονομίας καὶ μείωσιν τῶν φόρων. xyxy=(912,506,1104,559)
article-paragraph: Ἀλλ' ἡ ἀποτυχία τοῦ χρόνου ἐκείνου ἀνέβαλε τὴν μεταρρύθμισιν καὶ ἡ Κυβέρνησις οὐδὲν ἔπραξεν. xyxy=(496,1317,688,1372)
section-heading: Ἡ Στρατιωτικὴ Σύνταξις xyxy=(289,1100,480,1117)
article-paragraph: Δὲν ἀμφισβητοῦμεν τὴν ἀνάγκην τῆς ἐνισχύσεως τοῦ στρατοῦ, ἀλλὰ ζητοῦμεν νὰ γίνῃ αὕτη μετὰ φρονήσεως καὶ περισκέψεως. xyxy=(288,1804,480,1872)
article-paragraph: Ὁ κ. ΑΓΓΕΛΟΠΟΥΛΟΣ ἐξετάζει εἶτα τοὺς οἰκονομικοὺς τῶν τελευταίων ἐτῶν καὶ κατέρχεται ἀπὸ τὰς ἐκλογὰς τοῦ 1896 τῆς ὑπὸ τοῦ κ. Θεοτόκη. Μετὰ ταῦτα τῶν ἐπιχειρήσεων τοῦ Πρωθυπουργοῦ καὶ κατέρχεται μετὰ τοῦτο τοῦ βήματος. xyxy=(81,1901,273,2009)
section-heading: Ἡ διάγνωσις τῆς ἀντιπολιτεύσεως xyxy=(526,1376,658,1407)
article-paragraph: Τὴν τύχην τὴν ὁποίαν ἐλάβομεν εἰς τὰς ἐκλογὰς ἡ πλειοψηφία τῆς Βουλῆς, εἶνε, νομίζω, γνωστὴ εἰς πάντας ὑμᾶς. xyxy=(496,1410,688,1464)
article-paragraph: ΠΡΟΕΔΡΟΣ. Ὁ κ. Δηλιγιάννης ἔχει τὸν λόγον. xyxy=(81,2093,273,2120)
article-paragraph: Μᾶς κατηγορεῖ ὁ κ. Δηλιγιάννης ὅτι δὲν ἐφροντίσαμεν περὶ οἰκονομιῶν. Ἀλλ' ἡμεῖς ἐπετύχομεν οἰκονομίας εἰς πλείστους κλάδους. xyxy=(1119,530,1312,597)
article-paragraph: 1) Περὶ εἰσιτηρίων ἐξετάσεων τῶν φοιτητῶν. xyxy=(81,897,273,924)
masthead xyxy=(73,28,1319,91)
section-heading: Ἡ ἀγόρευσις τοῦ κ. Δηλιγιάννη xyxy=(103,2013,249,2045)
article-paragraph: Κατηγορεῖτε κατὰ τῆς ἐπιλογῆς τῶν νομαρχῶν, λέγοντες ὅτι δὲν θὰ ὑπάρξωσιν ἱκανοὶ ἄνδρες. Ἀλλ' ὑπάρχουσιν ἱκανοὶ ἄνδρες εἰς τὴν χώραν. xyxy=(1119,1254,1312,1322)
article-paragraph: Ἡ κατάστασις αὕτη ἐπιβάλλει εἰς ἡμᾶς τὸ καθῆκον νὰ φωνάξωμεν καὶ νὰ προειδοποιήσωμεν τὸν λαόν. xyxy=(496,594,688,647)
article-paragraph: ΘΕΟΤΟΚΗΣ. Μόνος σεῖς δὲν ἔπρεπε νὰ διαμαρτύρεσθε, διότι μόνος σεῖς ἐξ ὅλων τῶν Ἑλλήνων κατεσχέθητε τὰς ἐκλογὰς εἰς τὴν ἐπαρχίαν σας. xyxy=(1119,1001,1312,1068)
article-paragraph: Καὶ ἔλεγξα τὸν προϋπολογισμὸν ἐκεῖνον ὅστις ἀνέγραφε ποσὰ ἀνώτερα ἐκείνων, τὰ ὁποῖα ἀναγράφομεν ἡμεῖς. Αὐτὰ ἦσαν τὰ ἀποτελέσματα, τῶν μεταρρυθμίσεων νομοσχεδίων. xyxy=(1119,114,1312,196)
article-paragraph: Ὁ κ. ΚΑΡΑΠΑΝΟΣ φθάνει εἰς κατ. xyxy=(1119,858,1312,886)
article-paragraph: Ἐν τούτοις ὅμως πρὸς ἐπιτέλεσιν τοῦ ἐθνικοῦ καθήκοντος ἐλάβομεν μέρος εἰς τὴν συζήτησιν, ἐδώσαμεν τὴν ψῆφον ἡμῶν εἰς τὰ νομοσχέδια ταῦτα, μεθ' ὅλων τῶν ἐλαττωμάτων αὐτῶν. xyxy=(288,331,480,425)
article-paragraph: Ὑπεβάλαμεν ὅμως καὶ ἄλλα νομοσχέδια περὶ διοικητικῆς διαιρέσεως, νομοσχέδιον περὶ ἐκλογικῆς περιφερείας, χωρὶς νὰ ἐπιβαρυνθῇ τὸ Δημόσιον. xyxy=(1119,600,1312,667)
article-paragraph: Βεβαίως θὰ ἠδύνατο νὰ εἴπῃ ὅτι ἡ Κυβέρνησις εὑρίσκεται ἐν δικαίῳ, διότι ἀπέκτησε πλειοψηφίαν. xyxy=(912,279,1104,333)
article-paragraph: Καὶ ὅλως προσεχῶς ἐθεωροῦμεν ὅτι ἡ Βουλὴ θὰ ἐγκρίνῃ τὰ μέτρα ταῦτα, ἵνα μὴ μείνωσιν ἀνεφάρμοστα τὰ ψηφισθέντα. xyxy=(1119,473,1312,528)
article-paragraph: Ἀλλ' ὁ κ. Πρόεδρος τοῦ Ὑπουργικοῦ Συμβουλίου ἰσχυρίζεται ὅτι ἡ Χώρα δὲν θὰ ἐπιβαρυνθῇ, διότι αἱ νέαι πρόσοδοι θὰ καλύψωσι τὰς νέας δαπάνας. xyxy=(288,1300,480,1381)
article-paragraph: Οἱ φόροι οὗτοι θὰ πλήξωσι κυρίως τὰς πτωχὰς τάξεις, αἱ ὁποῖαι ἤδη ὑποφέρουσιν ἐκ τῆς ἀκριβείας. xyxy=(912,886,1104,940)
article-paragraph: Ἡμεῖς ἐγνωρίζομεν καὶ ἤλθομεν πεπεισμένοι ὅτι ἡ ψῆφος μόνον τῶν στρατιωτικῶν νομοσχεδίων δὲν ἀρκεῖ, ἀλλ' ὅτι καὶ εἰς τὴν οἰκονομικὴν τῆς χώρας κατάστασιν πρέπει νὰ στραφῇ ἡ προσοχὴ τῆς Κυβερνήσεως. xyxy=(288,428,480,522)
torn-top-edge xyxy=(73,9,1319,24)
